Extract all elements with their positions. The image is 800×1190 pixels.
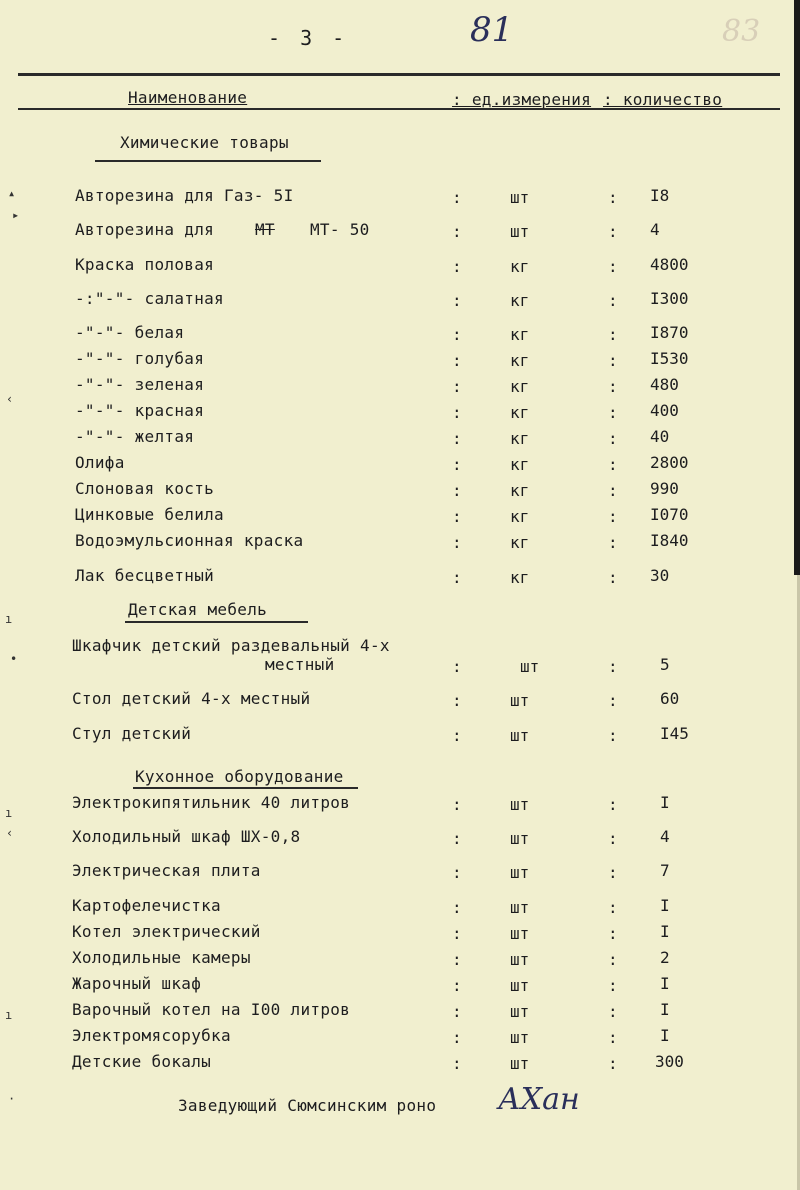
item-quantity: 400	[650, 401, 679, 420]
item-name: Цинковые белила	[75, 505, 224, 524]
item-unit: кг	[510, 325, 530, 344]
colon: :	[608, 429, 618, 448]
colon: :	[608, 657, 618, 676]
item-quantity: 300	[655, 1052, 684, 1071]
colon: :	[452, 325, 462, 344]
signatory-title: Заведующий Сюмсинским роно	[178, 1096, 437, 1115]
item-unit: шт	[510, 976, 530, 995]
section-title-chemicals: Химические товары	[120, 133, 289, 152]
item-name: Жарочный шкаф	[72, 974, 202, 993]
item-quantity: I870	[650, 323, 689, 342]
item-unit: шт	[510, 829, 530, 848]
colon: :	[452, 429, 462, 448]
item-name: -"-"- красная	[75, 401, 205, 420]
colon: :	[452, 351, 462, 370]
colon: :	[608, 568, 618, 587]
item-name: Стол детский 4-х местный	[72, 689, 311, 708]
item-unit: шт	[510, 950, 530, 969]
item-quantity: 40	[650, 427, 670, 446]
item-name: Картофелечистка	[72, 896, 221, 915]
colon: :	[452, 533, 462, 552]
colon: :	[452, 507, 462, 526]
item-unit: кг	[510, 481, 530, 500]
item-quantity: 60	[660, 689, 680, 708]
colon: :	[608, 863, 618, 882]
item-name: Электромясорубка	[72, 1026, 231, 1045]
page-edge-shadow	[794, 0, 800, 575]
margin-mark: ▸	[12, 208, 20, 222]
colon: :	[452, 291, 462, 310]
colon: :	[452, 481, 462, 500]
item-quantity: I840	[650, 531, 689, 550]
item-name-line2: местный	[265, 655, 335, 674]
handwritten-page-number: 81	[470, 10, 514, 50]
item-quantity: I	[660, 896, 670, 915]
item-name: Авторезина для	[75, 220, 215, 239]
colon: :	[452, 950, 462, 969]
colon: :	[608, 1002, 618, 1021]
colon: :	[608, 898, 618, 917]
item-unit: шт	[510, 863, 530, 882]
colon: :	[608, 950, 618, 969]
item-name: Холодильные камеры	[72, 948, 251, 967]
colon: :	[452, 1002, 462, 1021]
item-quantity: I	[660, 1026, 670, 1045]
item-name: Варочный котел на I00 литров	[72, 1000, 351, 1019]
item-unit: кг	[510, 351, 530, 370]
item-quantity: I	[660, 793, 670, 812]
item-quantity: 5	[660, 655, 670, 674]
colon: :	[608, 325, 618, 344]
item-unit: кг	[510, 507, 530, 526]
colon: :	[608, 257, 618, 276]
struck-text: МТ	[255, 220, 275, 239]
item-name: Детские бокалы	[72, 1052, 212, 1071]
item-name: Электрокипятильник 40 литров	[72, 793, 351, 812]
item-name: Водоэмульсионная краска	[75, 531, 304, 550]
colon: :	[452, 1054, 462, 1073]
item-quantity: 2800	[650, 453, 689, 472]
item-quantity: 30	[650, 566, 670, 585]
item-name: Лак бесцветный	[75, 566, 215, 585]
margin-mark: ı	[5, 1008, 13, 1022]
item-quantity: 7	[660, 861, 670, 880]
item-unit: кг	[510, 291, 530, 310]
item-quantity: I	[660, 974, 670, 993]
item-unit: кг	[510, 429, 530, 448]
column-header-name: Наименование	[128, 88, 248, 107]
item-quantity: I070	[650, 505, 689, 524]
item-name: Слоновая кость	[75, 479, 215, 498]
item-quantity: I530	[650, 349, 689, 368]
column-header-quantity: : количество	[603, 90, 723, 109]
colon: :	[608, 795, 618, 814]
colon: :	[452, 1028, 462, 1047]
margin-mark: ı	[5, 612, 13, 626]
colon: :	[608, 726, 618, 745]
colon: :	[452, 924, 462, 943]
colon: :	[608, 691, 618, 710]
colon: :	[452, 863, 462, 882]
item-quantity: I8	[650, 186, 670, 205]
item-name: -"-"- белая	[75, 323, 185, 342]
item-unit: шт	[510, 898, 530, 917]
colon: :	[608, 507, 618, 526]
section-underline	[95, 160, 321, 162]
item-quantity: I300	[650, 289, 689, 308]
item-unit: шт	[510, 726, 530, 745]
section-title-childrens-furniture: Детская мебель	[128, 600, 268, 619]
colon: :	[452, 257, 462, 276]
colon: :	[452, 455, 462, 474]
item-name: Авторезина для Газ- 5I	[75, 186, 294, 205]
item-unit: шт	[510, 924, 530, 943]
colon: :	[452, 568, 462, 587]
item-name: Холодильный шкаф ШХ-0,8	[72, 827, 301, 846]
colon: :	[608, 403, 618, 422]
item-name: -"-"- голубая	[75, 349, 205, 368]
item-quantity: I	[660, 922, 670, 941]
item-unit: кг	[510, 403, 530, 422]
item-unit: шт	[510, 1054, 530, 1073]
colon: :	[608, 976, 618, 995]
item-unit: кг	[510, 455, 530, 474]
colon: :	[608, 377, 618, 396]
handwritten-signature: АХан	[498, 1082, 580, 1117]
colon: :	[452, 403, 462, 422]
item-name: -"-"- зеленая	[75, 375, 205, 394]
item-unit: шт	[510, 222, 530, 241]
item-unit: шт	[510, 188, 530, 207]
margin-mark: ▴	[8, 186, 16, 200]
colon: :	[452, 691, 462, 710]
item-unit: шт	[510, 691, 530, 710]
colon: :	[452, 898, 462, 917]
item-quantity: 4	[650, 220, 660, 239]
colon: :	[452, 795, 462, 814]
item-unit: кг	[510, 377, 530, 396]
section-underline	[125, 621, 308, 623]
colon: :	[608, 188, 618, 207]
item-unit: кг	[510, 257, 530, 276]
item-quantity: 480	[650, 375, 679, 394]
item-unit: кг	[510, 568, 530, 587]
margin-mark: •	[10, 652, 18, 666]
section-title-kitchen-equipment: Кухонное оборудование	[135, 767, 344, 786]
colon: :	[608, 291, 618, 310]
item-unit: шт	[510, 795, 530, 814]
item-unit: шт	[520, 657, 540, 676]
colon: :	[608, 533, 618, 552]
colon: :	[608, 829, 618, 848]
colon: :	[452, 222, 462, 241]
item-name-rest: МТ- 50	[310, 220, 370, 239]
colon: :	[608, 1028, 618, 1047]
colon: :	[608, 924, 618, 943]
item-name: Электрическая плита	[72, 861, 261, 880]
item-name: Краска половая	[75, 255, 215, 274]
colon: :	[608, 455, 618, 474]
margin-mark: ‹	[6, 392, 14, 406]
item-name: Стул детский	[72, 724, 192, 743]
item-name: Шкафчик детский раздевальный 4-х	[72, 636, 390, 655]
colon: :	[608, 1054, 618, 1073]
colon: :	[608, 351, 618, 370]
header-top-rule	[18, 73, 780, 76]
colon: :	[452, 188, 462, 207]
margin-mark: ‹	[6, 826, 14, 840]
page-number: - 3 -	[268, 26, 349, 50]
item-quantity: 4800	[650, 255, 689, 274]
colon: :	[452, 976, 462, 995]
colon: :	[452, 726, 462, 745]
item-quantity: I45	[660, 724, 689, 743]
item-quantity: 4	[660, 827, 670, 846]
colon: :	[452, 829, 462, 848]
faint-archive-number: 83	[722, 14, 761, 49]
margin-mark: ı	[5, 806, 13, 820]
column-header-unit: : ед.измерения	[452, 90, 592, 109]
item-name: Котел электрический	[72, 922, 261, 941]
colon: :	[452, 377, 462, 396]
item-unit: шт	[510, 1028, 530, 1047]
colon: :	[452, 657, 462, 676]
section-underline	[133, 787, 358, 789]
item-quantity: 2	[660, 948, 670, 967]
item-name: Олифа	[75, 453, 125, 472]
item-unit: шт	[510, 1002, 530, 1021]
colon: :	[608, 481, 618, 500]
item-quantity: 990	[650, 479, 679, 498]
colon: :	[608, 222, 618, 241]
item-unit: кг	[510, 533, 530, 552]
item-name: -"-"- желтая	[75, 427, 195, 446]
margin-mark: ·	[8, 1092, 16, 1106]
item-name: -:"-"- салатная	[75, 289, 224, 308]
item-quantity: I	[660, 1000, 670, 1019]
